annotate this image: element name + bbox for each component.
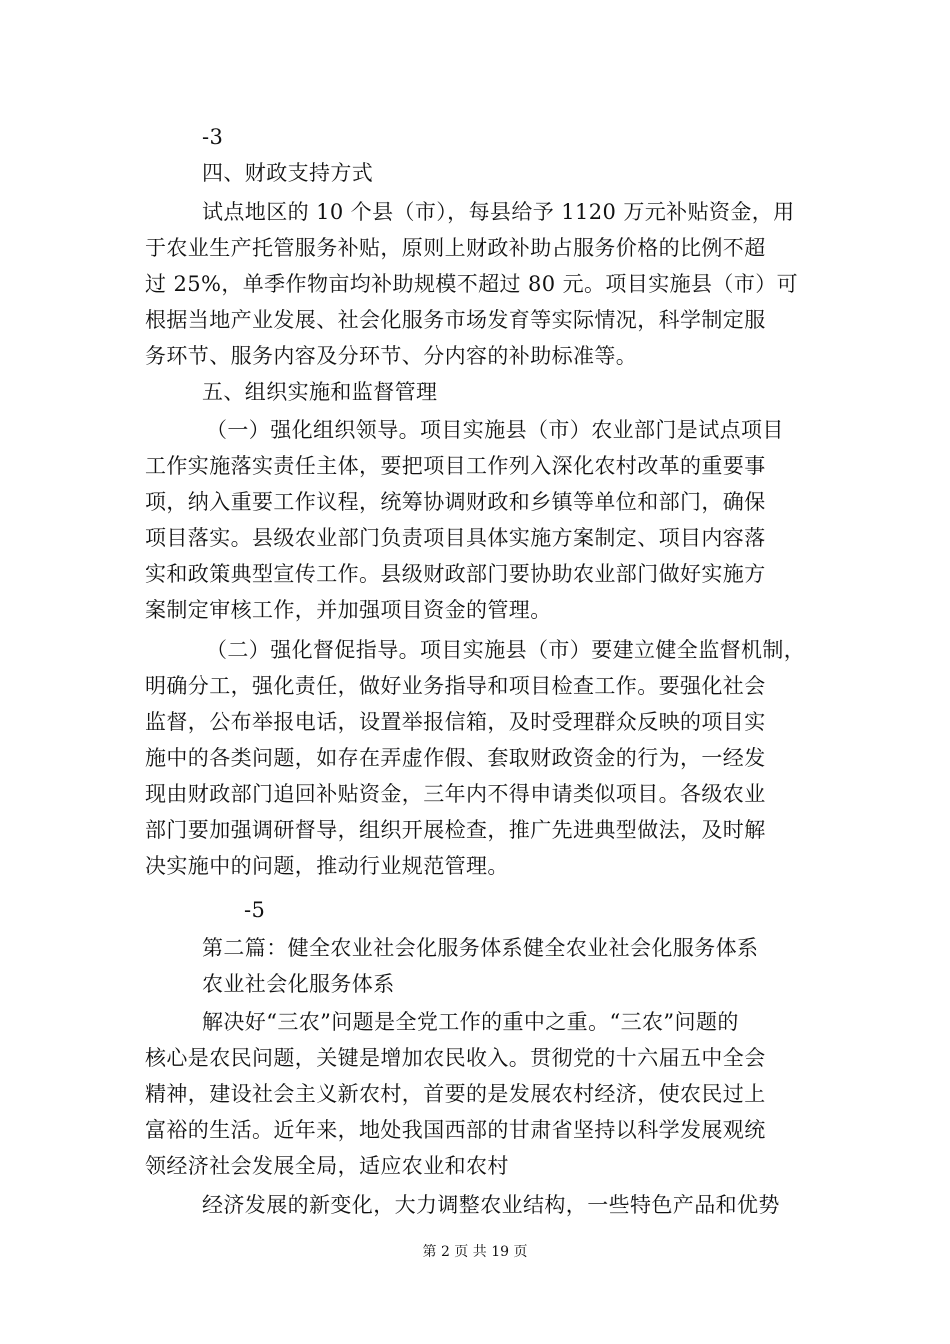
paragraph-line: 现由财政部门追回补贴资金，三年内不得申请类似项目。各级农业: [145, 782, 766, 806]
paragraph-line: 于农业生产托管服务补贴，原则上财政补助占服务价格的比例不超: [145, 236, 766, 260]
paragraph-line: 实和政策典型宣传工作。县级财政部门要协助农业部门做好实施方: [145, 562, 766, 586]
paragraph-line: 项，纳入重要工作议程，统筹协调财政和乡镇等单位和部门，确保: [145, 490, 766, 514]
paragraph-line: 精神，建设社会主义新农村，首要的是发展农村经济，使农民过上: [145, 1082, 766, 1106]
paragraph-line: 经济发展的新变化，大力调整农业结构，一些特色产品和优势: [202, 1193, 780, 1217]
paragraph-line: 过 25%，单季作物亩均补助规模不超过 80 元。项目实施县（市）可: [145, 272, 799, 296]
paragraph-line: 核心是农民问题，关键是增加农民收入。贯彻党的十六届五中全会: [145, 1046, 766, 1070]
paragraph-line: 领经济社会发展全局，适应农业和农村: [145, 1154, 509, 1178]
paragraph-line: 部门要加强调研督导，组织开展检查，推广先进典型做法，及时解: [145, 818, 766, 842]
article-title: 第二篇：健全农业社会化服务体系健全农业社会化服务体系: [202, 936, 759, 960]
page-number-footer: 第 2 页 共 19 页: [422, 1244, 528, 1260]
paragraph-line: 试点地区的 10 个县（市），每县给予 1120 万元补贴资金，用: [202, 200, 795, 224]
paragraph-line: 工作实施落实责任主体，要把项目工作列入深化农村改革的重要事: [145, 454, 766, 478]
paragraph-line: 根据当地产业发展、社会化服务市场发育等实际情况，科学制定服: [145, 308, 766, 332]
paragraph-line: 富裕的生活。近年来，地处我国西部的甘肃省坚持以科学发展观统: [145, 1118, 766, 1142]
paragraph-line: 解决好“三农”问题是全党工作的重中之重。“三农”问题的: [202, 1010, 739, 1034]
section-heading: 五、组织实施和监督管理: [202, 380, 438, 404]
paragraph-line: 决实施中的问题，推动行业规范管理。: [145, 854, 509, 878]
page-marker: -5: [244, 898, 266, 922]
paragraph-line: 施中的各类问题，如存在弄虚作假、套取财政资金的行为，一经发: [145, 746, 766, 770]
paragraph-line: 务环节、服务内容及分环节、分内容的补助标准等。: [145, 344, 638, 368]
paragraph-line: 项目落实。县级农业部门负责项目具体实施方案制定、项目内容落: [145, 526, 766, 550]
page-marker: -3: [202, 125, 224, 149]
paragraph-line: （二）强化督促指导。项目实施县（市）要建立健全监督机制，: [206, 638, 806, 662]
paragraph-line: 监督，公布举报电话，设置举报信箱，及时受理群众反映的项目实: [145, 710, 766, 734]
paragraph-line: 明确分工，强化责任，做好业务指导和项目检查工作。要强化社会: [145, 674, 766, 698]
paragraph-line: （一）强化组织领导。项目实施县（市）农业部门是试点项目: [206, 418, 784, 442]
section-heading: 四、财政支持方式: [202, 161, 374, 185]
paragraph-line: 案制定审核工作，并加强项目资金的管理。: [145, 598, 552, 622]
article-subtitle: 农业社会化服务体系: [202, 972, 395, 996]
